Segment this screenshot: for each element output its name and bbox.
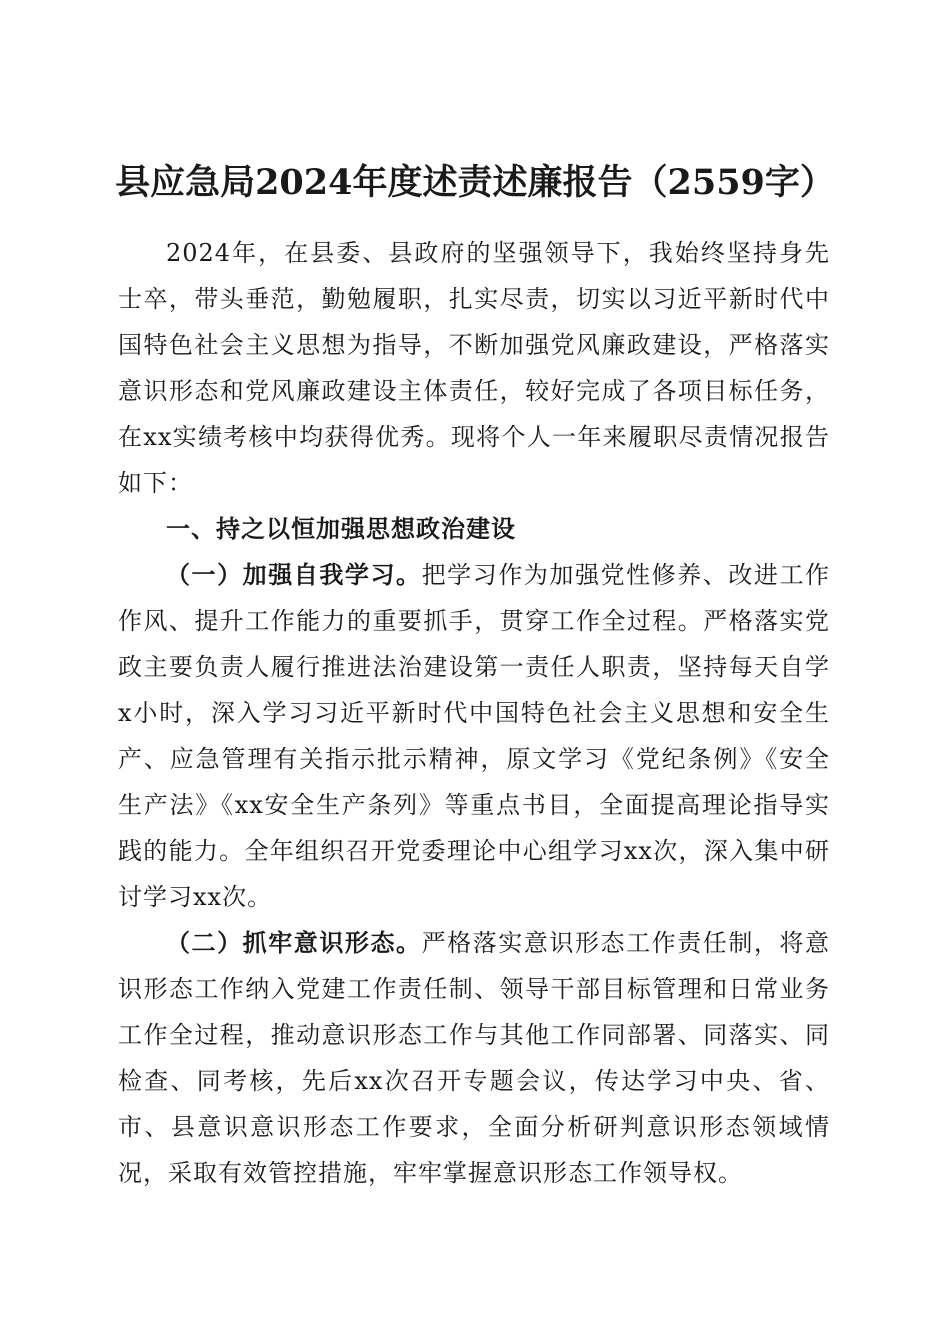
intro-paragraph: 2024年，在县委、县政府的坚强领导下，我始终坚持身先士卒，带头垂范，勤勉履职，扎实尽责，切实以习近平新时代中国特色社会主义思想为指导，不断加强党风廉政建设，严格落实意识形态和党风廉政建设主体责任，较好完成了各项目标任务，在xx实绩考核中均获得优秀。现将个人一年来履职尽责情况报告如下： — [118, 239, 830, 497]
item-text-1: 把学习作为加强党性修养、改进工作作风、提升工作能力的重要抓手，贯穿工作全过程。严格落实党政主要负责人履行推进法治建设第一责任人职责，坚持每天自学x小时，深入学习习近平新时代中国特色社会主义思想和安全生产、应急管理有关指示批示精神，原文学习《党纪条例》《安全生产法》《xx安全生产条列》等重点书目，全面提高理论指导实践的能力。全年组织召开党委理论中心组学习xx次，深入集中研讨学习xx次。 — [118, 561, 831, 911]
item-lead-2: （二）抓牢意识形态。 — [166, 928, 422, 957]
document-body — [118, 230, 830, 1196]
item-paragraph-1 — [118, 552, 830, 920]
document-title: 县应急局2024年度述责述廉报告（2559字） — [115, 162, 835, 204]
item-paragraph-2 — [118, 920, 830, 1196]
section-heading-1: 一、持之以恒加强思想政治建设 — [166, 515, 516, 543]
item-lead-1: （一）加强自我学习。 — [166, 560, 422, 589]
item-text-2: 严格落实意识形态工作责任制，将意识形态工作纳入党建工作责任制、领导干部目标管理和日常业务工作全过程，推动意识形态工作与其他工作同部署、同落实、同检查、同考核，先后xx次召开专题会议，传达学习中央、省、市、县意识意识形态工作要求，全面分析研判意识形态领域情况，采取有效管控措施，牢牢掌握意识形态工作领导权。 — [118, 929, 831, 1187]
